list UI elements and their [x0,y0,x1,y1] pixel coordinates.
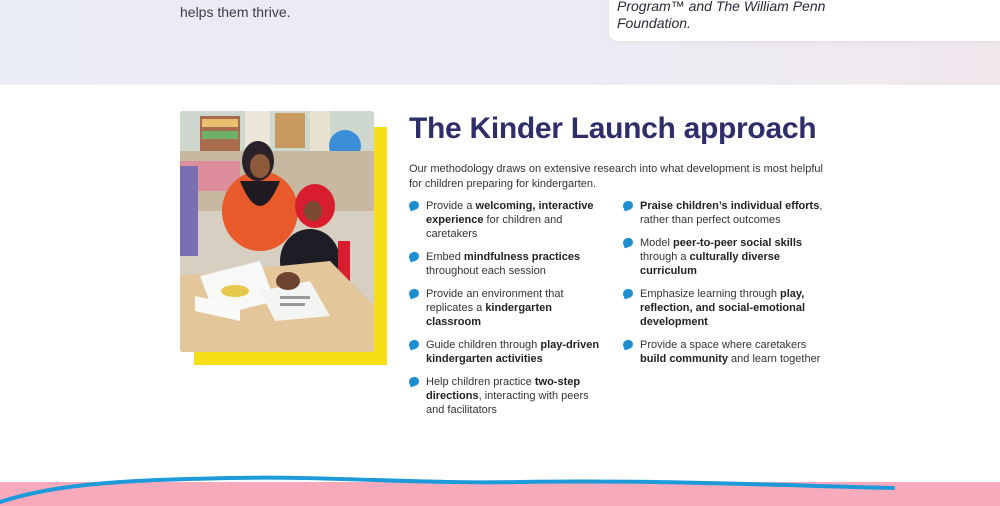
list-item: Provide an environment that replicates a kindergarten classroom [409,287,609,329]
quote-line: Program™ and The William Penn [617,0,826,14]
bullet-icon [622,237,634,249]
approach-list-right [623,199,833,375]
bullet-icon [408,288,420,300]
approach-list-left [409,199,609,426]
bullet-icon [622,200,634,212]
quote-card [609,0,1000,41]
bullet-icon [622,339,634,351]
bullet-icon [622,288,634,300]
classroom-photo [180,111,390,367]
bullet-icon [408,200,420,212]
hero-band [0,0,1000,85]
list-item: Provide a space where caretakers build community and learn together [623,338,833,366]
bullet-icon [408,376,420,388]
list-item: Embed mindfulness practices throughout each session [409,250,609,278]
photo-image [180,111,374,352]
list-item: Provide a welcoming, interactive experience for children and caretakers [409,199,609,241]
photo-illustration [180,111,374,352]
quote-text [617,0,825,32]
section-title: The Kinder Launch approach [409,112,817,145]
bullet-icon [408,251,420,263]
decorative-wave [0,462,1000,506]
list-item: Model peer-to-peer social skills through a culturally diverse curriculum [623,236,833,278]
list-item: Emphasize learning through play, reflection, and social-emotional development [623,287,833,329]
list-item: Help children practice two-step directions, interacting with peers and facilitators [409,375,609,417]
list-item: Guide children through play-driven kindergarten activities [409,338,609,366]
section-intro: Our methodology draws on extensive research into what development is most helpful for children preparing for kindergarten. [409,163,823,190]
list-item: Praise children’s individual efforts, rather than perfect outcomes [623,199,833,227]
bullet-icon [408,339,420,351]
hero-text: helps them thrive. [180,4,291,20]
quote-line: Foundation. [617,15,691,31]
